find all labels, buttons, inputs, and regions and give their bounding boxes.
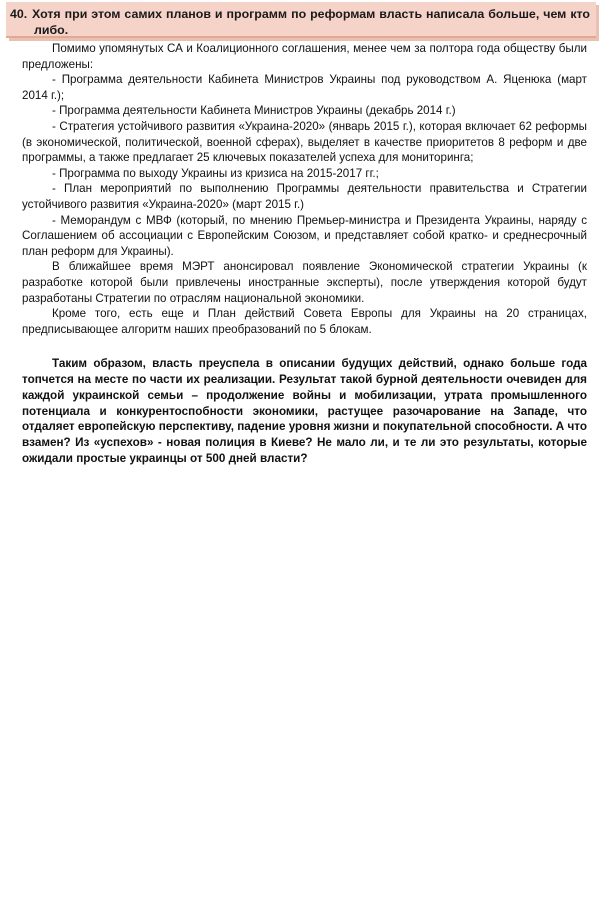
- strategy-paragraph: В ближайшее время МЭРТ анонсировал появление Экономической стратегии Украины (к разработке которой были привлечены иностранные эксперты), после утверждения которой будут разработаны Стратегии по отраслям национальной экономики.: [22, 260, 587, 305]
- section-heading: [10, 6, 590, 38]
- list-item: - Программа деятельности Кабинета Министров Украины под руководством А. Яценюка (март 2014 г.);: [22, 73, 587, 102]
- council-paragraph: Кроме того, есть еще и План действий Совета Европы для Украины на 20 страницах, предписывающее алгоритм наших преобразований по 5 блокам.: [22, 307, 587, 336]
- paragraph-spacer: [22, 337, 587, 356]
- conclusion-paragraph: Таким образом, власть преуспела в описании будущих действий, однако больше года топчется на месте по части их реализации. Результат такой бурной деятельности очевиден для каждой украинской семьи – продолжение войны и мобилизации, утрата промышленного потенциала и конкурентоспобности экономики, растущее разочарование на Западе, что отдаляет европейскую перспективу, падение уровня жизни и покупательной способности. А что взамен? Из «успехов» - новая полиция в Киеве? Не мало ли, и те ли это результаты, которые ожидали простые украинцы от 500 дней власти?: [22, 357, 587, 466]
- section-heading-text: Хотя при этом самих планов и программ по реформам власть написала больше, чем кто либо.: [32, 7, 590, 37]
- intro-paragraph: Помимо упомянутых СА и Коалиционного соглашения, менее чем за полтора года обществу были предложены:: [22, 42, 587, 71]
- list-item: - Стратегия устойчивого развития «Украина-2020» (январь 2015 г.), которая включает 62 реформы (в экономической, политической, военной сферах), выделяет в качестве приоритетов 8 реформ и две программы, а также предлагает 25 ключевых показателей успеха для мониторинга;: [22, 119, 587, 165]
- list-item: - Меморандум с МВФ (который, по мнению Премьер-министра и Президента Украины, наряду с Соглашением об ассоциации с Европейским Союзом, и представляет собой кратко- и среднесрочный план реформ для Украины).: [22, 213, 587, 258]
- section-heading-box: [6, 2, 596, 38]
- list-item: - План мероприятий по выполнению Программы деятельности правительства и Стратегии устойчивого развития «Украина-2020» (март 2015 г.): [22, 182, 587, 211]
- section-number: 40.: [10, 7, 28, 21]
- list-item: - Программа деятельности Кабинета Министров Украины (декабрь 2014 г.): [52, 104, 456, 118]
- document-body: [22, 41, 587, 467]
- list-item: - Программа по выходу Украины из кризиса на 2015-2017 гг.;: [52, 166, 379, 180]
